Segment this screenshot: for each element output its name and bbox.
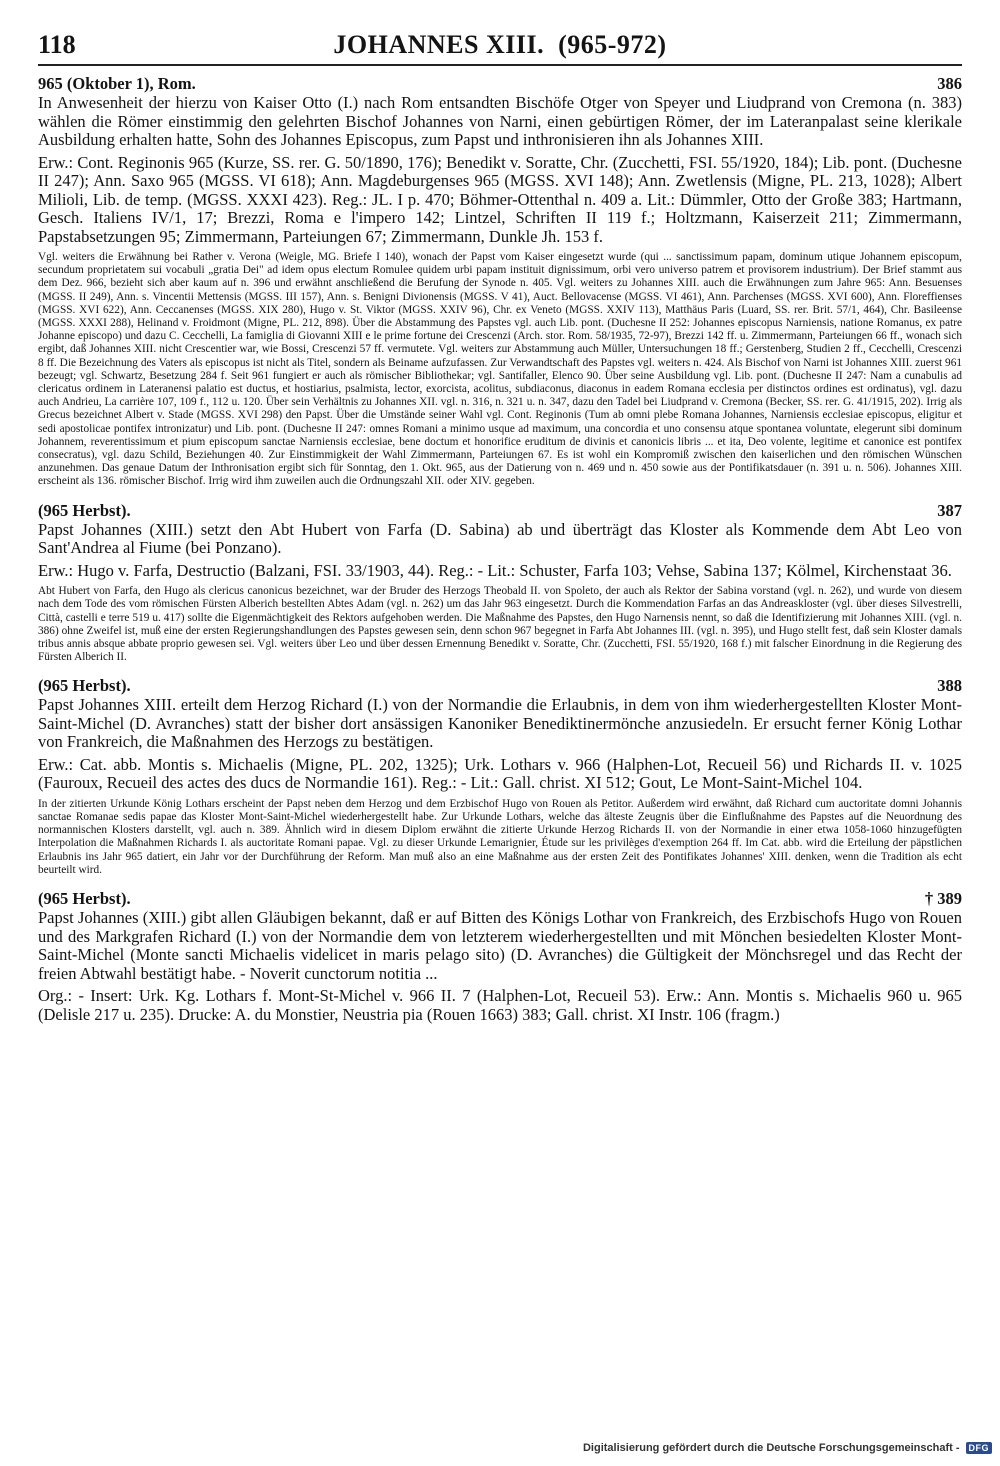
entry-heading (38, 889, 962, 909)
entry-date: 965 (Oktober 1), Rom. (38, 74, 196, 93)
references: Org.: - Insert: Urk. Kg. Lothars f. Mont-St-Michel v. 966 II. 7 (Halphen-Lot, Recueil 53). Erw.: Ann. Montis s. Michaelis 960 u. 965 (Delisle 217 u. 235). Drucke: A. du Monstier, Neustria pia (Rouen 1663) 383; Gall. christ. XI Instr. 106 (fragm.) (38, 986, 962, 1024)
digitization-footer (583, 1442, 992, 1454)
entry-number: 388 (937, 676, 962, 696)
footer-text: Digitalisierung gefördert durch die Deutsche Forschungsgemeinschaft - (582, 1442, 960, 1454)
references: Erw.: Cont. Reginonis 965 (Kurze, SS. rer. G. 50/1890, 176); Benedikt v. Soratte, Chr. (Zucchetti, FSI. 55/1920, 184); Lib. pont. (Duchesne II 247); Ann. Saxo 965 (MGSS. VI 618); Ann. Magdeburgenses 965 (MGSS. XVI 148); Ann. Zwetlensis (Migne, PL. 213, 1028); Albert Milioli, Lib. de temp. (MGSS. XXXI 423). Reg.: JL. I p. 470; Böhmer-Ottenthal n. 409 a. Lit.: Dümmler, Otto der Große 383; Hartmann, Gesch. Italiens IV/1, 17; Brezzi, Roma e l'impero 142; Lintzel, Schriften II 119 f.; Holtzmann, Kaiserzeit 211; Zimmermann, Papstabsetzungen 95; Zimmermann, Parteiungen 67; Zimmermann, Dunkle Jh. 153 f. (38, 152, 962, 246)
regest-text: In Anwesenheit der hierzu von Kaiser Otto (I.) nach Rom entsandten Bischöfe Otger von Speyer und Liudprand von Cremona (n. 383) wählen die Römer einstimmig den gelehrten Bischof Johannes von Narni, einen gebürtigen Römer, der im Lateranpalast seine klerikale Ausbildung erhalten hatte, Sohn des Johannes Episcopus, zum Papst und inthronisieren ihn als Johannes XIII. (38, 93, 962, 149)
pontificate-years: (965-972) (558, 30, 667, 59)
running-title (38, 30, 962, 60)
entry-heading (38, 676, 962, 696)
regest-text: Papst Johannes (XIII.) gibt allen Gläubigen bekannt, daß er auf Bitten des Königs Lothar von Frankreich, des Erzbischofs Hugo von Rouen und des Markgrafen Richard (I.) von der Normandie dem von letzterem wiederhergestellten und mit Mönchen besiedelten Kloster Mont-Saint-Michel (Monte sancti Michaelis videlicet in maris pelago sito) (D. Avranches) die Gültigkeit der Mönchsregel und das Recht der freien Abtwahl bestätigt habe. - Noverit cunctorum notitia ... (38, 908, 962, 983)
entry-date: (965 Herbst). (38, 676, 131, 696)
entry-heading (38, 501, 962, 521)
entry-number: 386 (937, 74, 962, 93)
regest-entry-389 (38, 889, 962, 1024)
regest-text: Papst Johannes (XIII.) setzt den Abt Hubert von Farfa (D. Sabina) ab und überträgt das Kloster als Kommende dem Abt Leo von Sant'Andrea al Fiume (bei Ponzano). (38, 519, 962, 558)
pope-name: JOHANNES XIII. (333, 30, 545, 59)
page-number: 118 (38, 30, 76, 59)
entry-number: 387 (937, 500, 962, 520)
entry-date: (965 Herbst). (38, 889, 131, 909)
regest-entry-386 (38, 74, 962, 489)
running-header (38, 30, 962, 66)
regest-entry-387 (38, 501, 962, 665)
commentary: In der zitierten Urkunde König Lothars erscheint der Papst neben dem Herzog und dem Erzbischof Hugo von Rouen als Petitor. Außerdem wird erwähnt, daß Richard cum auctoritate domni Johannis sanctae Romanae sedis papae das Kloster Mont-Saint-Michel wiederhergestellt habe. Zur Urkunde Lothars, welche das älteste Zeugnis über die Einflußnahme des Papstes auf die Neuordnung des normannischen Klosters darstellt, vgl. auch n. 389. Ähnlich wird in diesem Diplom erwähnt die zitierte Urkunde Herzog Richards II. von der Normandie in einer etwa 1058-1060 hinzugefügten Interpolation die Maßnahmen Richards I. als auctoritate Romani papae. Vgl. zu dieser Urkunde Lemarignier, Étude sur les privilèges d'exemption 264 ff. Im Cat. abb. wird die Erteilung der päpstlichen Erlaubnis ins Jahr 965 datiert, ein Jahr vor der Durchführung der Reform. Man muß also an eine Maßnahme aus der ersten Zeit des Pontifikates Johannes' XIII. denken, wenn die Tradition als echt beurteilt wird. (38, 797, 962, 876)
entry-heading (38, 74, 962, 94)
dfg-logo: DFG (966, 1442, 993, 1454)
commentary: Vgl. weiters die Erwähnung bei Rather v. Verona (Weigle, MG. Briefe I 140), wonach der Papst vom Kaiser eingesetzt wurde (qui ... sanctissimum papam, dominum utique Johannem episcopum, secundum proprietatem sui vocabuli „gratia Dei" ad idem opus electum Romulee quidem urbi papam instituit dignissimum, orbi vero universo patrem et provisorem industrium). Der Brief stammt aus dem Dez. 966, bezieht sich aber kaum auf n. 396 und erwähnt anschließend die Berufung der Synode n. 405. Vgl. weiters zu Johannes XIII. auch die Erwähnungen zum Jahre 965: Ann. Besuenses (MGSS. II 249), Ann. s. Vincentii Mettensis (MGSS. III 157), Ann. s. Benigni Divionensis (MGSS. V 41), Auct. Bellovacense (MGSS. VI 461), Ann. Parchenses (MGSS. XVI 600), Ann. Floreffienses (MGSS. XVI 622), Ann. Ceccanenses (MGSS. XIX 280), Hugo v. St. Viktor (MGSS. XXIV 96), Chr. ex Veneto (MGSS. XXIV 113), Matthäus Paris (Luard, SS. rer. Brit. 57/1, 464), Chr. Basileense (MGSS. XXXI 288), Helinand v. Froidmont (Migne, PL. 212, 898). Über die Abstammung des Papstes vgl. auch Lib. pont. (Duchesne II 252: Johannes episcopus Narniensis, natione Romanus, ex patre Johanne episcopo) und dazu C. Cecchelli, La famiglia di Giovanni XIII e le prime fortune dei Crescenzi (Arch. stor. Rom. 58/1935, 72-97), Brezzi 142 ff. u. Zimmermann, Parteiungen 66 ff., wonach sich ergibt, daß Johannes XIII. nicht Crescentier war, wie Bossi, Crescenzi 57 ff. vermutete. Vgl. weiters zur Abstammung auch Müller, Untersuchungen 18 ff.; Gerstenberg, Studien 2 ff., Cecchelli, Crescenzi 8 ff. Die Bezeichnung des Vaters als episcopus ist nicht als Titel, sondern als Beiname aufzufassen. Zur Verwandtschaft des Papstes vgl. weiters n. 424. Als Bischof von Narni ist Johannes XIII. zuerst 961 bezeugt; vgl. Schwartz, Besetzung 284 f. Seit 961 fungiert er auch als römischer Bibliothekar; vgl. Santifaller, Elenco 90. Über seine Ausbildung vgl. Lib. pont. (Duchesne II 247: Nam a cunabulis ad clericatus ordinem in Lateranensi palatio est ductus, et hostiarius, psalmista, lector, exorcista, acolitus, subdiaconus, diaconus in eadem Romana ecclesia per distinctos ordines est ordinatus), vgl. dazu auch Andrieu, La carrière 107, 109 f., 112 u. 120. Über sein Verhältnis zu Johannes XII. vgl. n. 316, n. 321 u. n. 347, dazu den Tadel bei Liudprand v. Cremona (Becker, SS. rer. G. 41/1915, 202). Irrig als Grecus bezeichnet Albert v. Stade (MGSS. XVI 298) den Papst. Über die Umstände seiner Wahl vgl. Cont. Reginonis (Tum ab omni plebe Romana Johannes, Narniensis ecclesiae episcopus, eligitur et sedi apostolicae pontifex intronizatur) und Lib. pont. (Duchesne II 247: omnes Romani a minimo usque ad maximum, una concordia et uno consensu atque spontanea voluntate, elegerunt sibi dominum Johannem, reverentissimum et pium episcopum sanctae Narniensis ecclesiae, bene doctum et honorifice eruditum de divinis et canonicis libris ... et ita, Deo volente, legitime et canonice est pontifex consecratus), vgl. dazu Schild, Beziehungen 40. Zur Einstimmigkeit der Wahl Zimmermann, Parteiungen 67. Es ist wohl ein Kompromiß zwischen den kaiserlichen und den römischen Wünschen anzunehmen. Das genaue Datum der Inthronisation ergibt sich für Sonntag, den 1. Okt. 965, aus der Datierung von n. 469 und n. 450 sowie aus der Pontifikatsdauer (n. 391 u. n. 506). Johannes XIII. erscheint als 136. römischer Bischof. Irrig wird ihm zuweilen auch die Ordnungszahl XII. oder XIV. gegeben. (38, 251, 962, 488)
page (38, 30, 962, 1024)
commentary: Abt Hubert von Farfa, den Hugo als clericus canonicus bezeichnet, war der Bruder des Herzogs Theobald II. von Spoleto, der auch als Rektor der Sabina vorstand (vgl. n. 262), und wurde von diesem nach dem Tode des vom römischen Fürsten Alberich bestellten Abtes Adam (vgl. n. 262) um das Jahr 963 eingesetzt. Durch die Kommendation Farfas an das Andreaskloster (vgl. über dieses Silvestrelli, Città, castelli e terre 519 u. 417) sollte die Eigenmächtigkeit des Rektors aufgehoben werden. Die Maßnahme des Papstes, den Hugo Narnensis nennt, so daß die Identifizierung mit Johannes XIII. (vgl. n. 386) ohne Zweifel ist, muß eine der ersten Regierungshandlungen des Papstes gewesen sein, denn schon 967 begegnet in Farfa Abt Johannes III. (vgl. n. 395), und Hugo stellt fest, daß sein Kloster damals tribus annis absque abbate proprio gewesen sei. Vgl. weiters über Leo und über dessen Ernennung Benedikt v. Soratte, Chr. (Zucchetti, FSI. 55/1920, 168 f.) mit falscher Einordnung in die Regierung des Fürsten Alberich II. (38, 585, 962, 664)
references: Erw.: Hugo v. Farfa, Destructio (Balzani, FSI. 33/1903, 44). Reg.: - Lit.: Schuster, Farfa 103; Vehse, Sabina 137; Kölmel, Kirchenstaat 36. (38, 560, 952, 580)
regest-entry-388 (38, 676, 962, 877)
entry-date: (965 Herbst). (38, 500, 131, 520)
references: Erw.: Cat. abb. Montis s. Michaelis (Migne, PL. 202, 1325); Urk. Lothars v. 966 (Halphen-Lot, Recueil 56) und Richards II. v. 1025 (Fauroux, Recueil des actes des ducs de Normandie 161). Reg.: - Lit.: Gall. christ. XI 512; Gout, Le Mont-Saint-Michel 104. (38, 754, 962, 793)
entry-number: † 389 (924, 889, 962, 909)
regest-text: Papst Johannes XIII. erteilt dem Herzog Richard (I.) von der Normandie die Erlaubnis, in dem von ihm wiederhergestellten Kloster Mont-Saint-Michel (D. Avranches) statt der bisher dort ansässigen Kanoniker Benediktinermönche anzusiedeln. Er ersucht ferner König Lothar von Frankreich, die Maßnahmen des Herzogs zu bestätigen. (38, 695, 962, 752)
